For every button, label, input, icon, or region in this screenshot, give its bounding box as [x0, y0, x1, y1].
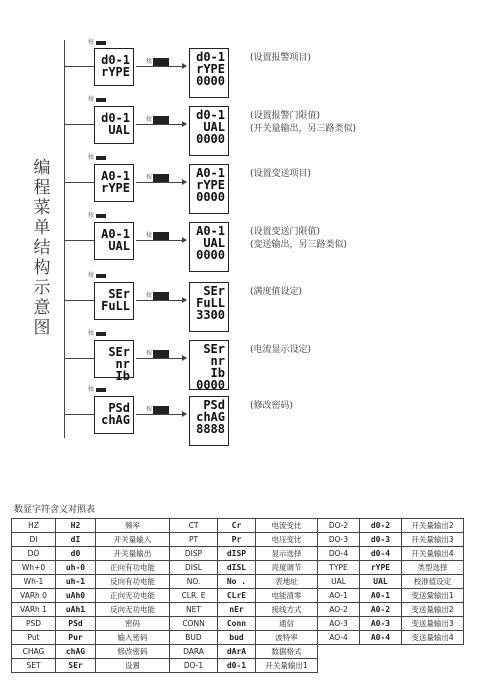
- lcd-line: SEr: [203, 342, 225, 356]
- lcd-line: d0-1: [196, 50, 225, 64]
- table-cell: UAL: [318, 575, 360, 589]
- table-cell: 类型选择: [402, 561, 464, 575]
- lcd-display-menu: [94, 106, 134, 144]
- table-cell: 波特率: [256, 631, 318, 645]
- branch-line: [64, 358, 94, 359]
- menu-step: [64, 386, 474, 460]
- table-cell: H2: [56, 519, 96, 533]
- table-cell: CLR. E: [170, 589, 218, 603]
- description-line: (满度值设定): [250, 287, 303, 297]
- table-cell: [318, 645, 360, 659]
- table-cell: UAL: [360, 575, 402, 589]
- table-cell: A0-4: [360, 631, 402, 645]
- lcd-line: UAL: [108, 123, 130, 137]
- table-cell: AO-1: [318, 589, 360, 603]
- lcd-line: SEr: [203, 284, 225, 298]
- enter-key-hint: [146, 56, 169, 66]
- key-hint: [88, 384, 106, 393]
- lcd-line: rYPE: [101, 181, 130, 195]
- table-cell: Pur: [56, 631, 96, 645]
- lcd-display-value: [189, 164, 229, 214]
- table-row: [12, 547, 464, 561]
- table-row: [12, 603, 464, 617]
- lcd-display-menu: [94, 396, 134, 434]
- description-line: (电流显示设定): [250, 345, 312, 355]
- table-cell: [318, 659, 360, 673]
- table-cell: AO-3: [318, 617, 360, 631]
- enter-key-icon: [153, 116, 169, 124]
- title-char: 意: [33, 298, 51, 318]
- table-cell: SEr: [56, 659, 96, 673]
- lcd-line: A0-1: [101, 227, 130, 241]
- enter-key-hint: [146, 348, 169, 358]
- key-icon: [96, 388, 106, 392]
- lcd-line: 0000: [196, 132, 225, 146]
- lcd-line: 3300: [196, 308, 225, 322]
- table-cell: CT: [170, 519, 218, 533]
- table-cell: 数据格式: [256, 645, 318, 659]
- arrow-line: [136, 240, 186, 241]
- arrow-line: [136, 124, 186, 125]
- enter-key-icon: [153, 232, 169, 240]
- enter-key-label: 按: [146, 58, 153, 65]
- table-cell: 密码: [96, 617, 170, 631]
- enter-key-icon: [153, 58, 169, 66]
- step-description: [250, 226, 347, 252]
- arrow-line: [136, 414, 186, 415]
- key-hint-label: 按: [88, 96, 95, 103]
- title-char: 结: [33, 238, 51, 258]
- lcd-line: PSd: [108, 401, 130, 415]
- enter-key-hint: [146, 290, 169, 300]
- step-description: [250, 286, 302, 299]
- table-cell: Cr: [218, 519, 256, 533]
- key-hint-label: 按: [88, 154, 95, 161]
- table-cell: No .: [218, 575, 256, 589]
- table-cell: PSD: [12, 617, 56, 631]
- table-cell: Wh-1: [12, 575, 56, 589]
- table-cell: DO-1: [170, 659, 218, 673]
- description-line: (设置报警项目): [250, 53, 312, 63]
- table-row: [12, 659, 464, 673]
- table-cell: [402, 659, 464, 673]
- table-cell: DISL: [170, 561, 218, 575]
- table-row: [12, 645, 464, 659]
- table-cell: DO-3: [318, 533, 360, 547]
- table-cell: DARA: [170, 645, 218, 659]
- enter-key-hint: [146, 172, 169, 182]
- lcd-line: A0-1: [196, 224, 225, 238]
- branch-line: [64, 182, 94, 183]
- lcd-line: rYPE: [196, 178, 225, 192]
- branch-line: [64, 124, 94, 125]
- description-line: (开关量输出，另三路类似): [250, 124, 357, 134]
- lcd-line: 8888: [196, 422, 225, 436]
- table-cell: Conn: [218, 617, 256, 631]
- table-row: [12, 519, 464, 533]
- enter-key-icon: [153, 292, 169, 300]
- lcd-line: SEr: [108, 287, 130, 301]
- lcd-display-menu: [94, 282, 134, 320]
- enter-key-hint: [146, 114, 169, 124]
- table-cell: Pr: [218, 533, 256, 547]
- lcd-display-value: [189, 222, 229, 272]
- key-hint-label: 按: [88, 212, 95, 219]
- table-cell: 通信: [256, 617, 318, 631]
- enter-key-label: 按: [146, 406, 153, 413]
- table-cell: AO-4: [318, 631, 360, 645]
- step-description: [250, 168, 311, 181]
- table-cell: 开关量输出1: [256, 659, 318, 673]
- key-icon: [96, 156, 106, 160]
- key-hint: [88, 152, 106, 161]
- lcd-line: rYPE: [101, 65, 130, 79]
- table-cell: 电流变比: [256, 519, 318, 533]
- table-row: [12, 589, 464, 603]
- table-cell: SET: [12, 659, 56, 673]
- lcd-line: 0000: [196, 248, 225, 262]
- key-icon: [96, 332, 106, 336]
- table-cell: d0: [56, 547, 96, 561]
- table-cell: 输入密码: [96, 631, 170, 645]
- table-cell: 变送量输出1: [402, 589, 464, 603]
- lcd-display-menu: [94, 222, 134, 260]
- enter-key-icon: [153, 350, 169, 358]
- enter-key-hint: [146, 404, 169, 414]
- table-cell: 变送量输出2: [402, 603, 464, 617]
- table-cell: A0-3: [360, 617, 402, 631]
- enter-key-label: 按: [146, 292, 153, 299]
- enter-key-label: 按: [146, 350, 153, 357]
- lcd-display-menu: [94, 164, 134, 202]
- table-cell: DO-2: [318, 519, 360, 533]
- table-row: [12, 575, 464, 589]
- table-cell: dISP: [218, 547, 256, 561]
- vertical-title: [30, 158, 54, 338]
- table-cell: AO-2: [318, 603, 360, 617]
- table-cell: PT: [170, 533, 218, 547]
- title-char: 单: [33, 218, 51, 238]
- title-char: 程: [33, 178, 51, 198]
- key-hint-label: 按: [88, 330, 95, 337]
- table-title: 数显字符含义对照表: [14, 505, 96, 515]
- table-cell: dISL: [218, 561, 256, 575]
- lcd-display-value: [189, 340, 229, 390]
- lcd-display-value: [189, 396, 229, 446]
- enter-key-icon: [153, 174, 169, 182]
- table-cell: 设置: [96, 659, 170, 673]
- table-cell: 电压变比: [256, 533, 318, 547]
- table-cell: 开关量输出3: [402, 533, 464, 547]
- table-cell: Wh+0: [12, 561, 56, 575]
- table-cell: 变送量输出4: [402, 631, 464, 645]
- lcd-display-menu: [94, 48, 134, 86]
- enter-key-label: 按: [146, 174, 153, 181]
- table-cell: dArA: [218, 645, 256, 659]
- table-cell: 显示选择: [256, 547, 318, 561]
- step-description: [250, 344, 311, 357]
- table-cell: NET: [170, 603, 218, 617]
- description-line: (设置报警门限值): [250, 111, 321, 121]
- table-row: [12, 533, 464, 547]
- table-cell: 反向无功电能: [96, 603, 170, 617]
- table-row: [12, 561, 464, 575]
- title-char: 图: [33, 318, 51, 338]
- table-cell: 电能清零: [256, 589, 318, 603]
- key-icon: [96, 98, 106, 102]
- arrow-line: [136, 358, 186, 359]
- lcd-line: 0000: [196, 378, 225, 392]
- branch-line: [64, 66, 94, 67]
- table-cell: 正向有功电能: [96, 561, 170, 575]
- title-char: 菜: [33, 198, 51, 218]
- key-icon: [96, 274, 106, 278]
- key-hint-label: 按: [88, 39, 95, 46]
- lcd-line: nr Ib: [115, 357, 130, 383]
- description-line: (变送输出，另三路类似): [250, 240, 348, 250]
- lcd-line: FuLL: [196, 296, 225, 310]
- table-cell: VARh 0: [12, 589, 56, 603]
- lcd-line: A0-1: [101, 169, 130, 183]
- table-cell: BUD: [170, 631, 218, 645]
- table-cell: 开关量输入: [96, 533, 170, 547]
- table-cell: A0-1: [360, 589, 402, 603]
- lcd-line: 0000: [196, 74, 225, 88]
- table-cell: chAG: [56, 645, 96, 659]
- table-cell: CHAG: [12, 645, 56, 659]
- table-cell: [360, 645, 402, 659]
- table-cell: nEr: [218, 603, 256, 617]
- table-cell: DO: [12, 547, 56, 561]
- table-cell: 接线方式: [256, 603, 318, 617]
- branch-line: [64, 414, 94, 415]
- table-cell: 修改密码: [96, 645, 170, 659]
- table-cell: 频率: [96, 519, 170, 533]
- lcd-display-value: [189, 106, 229, 156]
- table-cell: d0-3: [360, 533, 402, 547]
- table-cell: d0-1: [218, 659, 256, 673]
- lcd-line: FuLL: [101, 299, 130, 313]
- table-cell: DI: [12, 533, 56, 547]
- key-hint: [88, 270, 106, 279]
- table-cell: uh-1: [56, 575, 96, 589]
- branch-line: [64, 240, 94, 241]
- table-cell: PSd: [56, 617, 96, 631]
- lcd-line: UAL: [203, 120, 225, 134]
- table-cell: dI: [56, 533, 96, 547]
- lcd-line: chAG: [196, 410, 225, 424]
- table-row: [12, 631, 464, 645]
- lcd-line: nr Ib: [210, 354, 225, 380]
- table-cell: 开关量输出4: [402, 547, 464, 561]
- table-cell: bud: [218, 631, 256, 645]
- step-description: [250, 110, 356, 136]
- table-cell: d0-4: [360, 547, 402, 561]
- table-cell: 反向有功电能: [96, 575, 170, 589]
- enter-key-hint: [146, 230, 169, 240]
- table-cell: 开关量输出: [96, 547, 170, 561]
- table-cell: TYPE: [318, 561, 360, 575]
- lcd-line: UAL: [203, 236, 225, 250]
- lcd-line: rYPE: [196, 62, 225, 76]
- table-cell: CONN: [170, 617, 218, 631]
- lcd-line: A0-1: [196, 166, 225, 180]
- branch-line: [64, 300, 94, 301]
- table-cell: rYPE: [360, 561, 402, 575]
- key-hint: [88, 37, 106, 46]
- table-cell: [402, 645, 464, 659]
- lcd-line: UAL: [108, 239, 130, 253]
- table-cell: 正向无功电能: [96, 589, 170, 603]
- table-cell: uh-0: [56, 561, 96, 575]
- lcd-line: SEr: [108, 345, 130, 359]
- description-line: (设置变送门限值): [250, 227, 321, 237]
- arrow-line: [136, 300, 186, 301]
- description-line: (设置变送项目): [250, 169, 312, 179]
- lcd-line: 0000: [196, 190, 225, 204]
- table-cell: 表地址: [256, 575, 318, 589]
- lcd-display-value: [189, 282, 229, 332]
- title-char: 构: [33, 258, 51, 278]
- lcd-line: PSd: [203, 398, 225, 412]
- table-cell: CLrE: [218, 589, 256, 603]
- key-hint: [88, 210, 106, 219]
- enter-key-icon: [153, 406, 169, 414]
- table-cell: d0-2: [360, 519, 402, 533]
- table-row: [12, 617, 464, 631]
- title-char: 编: [33, 158, 51, 178]
- lcd-line: d0-1: [101, 111, 130, 125]
- character-map-table: [11, 518, 464, 673]
- key-hint-label: 按: [88, 272, 95, 279]
- lcd-line: d0-1: [101, 53, 130, 67]
- table-cell: 校准值设定: [402, 575, 464, 589]
- table-cell: uAh0: [56, 589, 96, 603]
- key-hint: [88, 328, 106, 337]
- lcd-line: d0-1: [196, 108, 225, 122]
- table-cell: uAh1: [56, 603, 96, 617]
- step-description: [250, 400, 293, 413]
- lcd-display-menu: [94, 340, 134, 383]
- table-cell: VARh 1: [12, 603, 56, 617]
- arrow-line: [136, 66, 186, 67]
- enter-key-label: 按: [146, 232, 153, 239]
- arrow-line: [136, 182, 186, 183]
- table-cell: Put: [12, 631, 56, 645]
- description-line: (修改密码): [250, 401, 294, 411]
- step-description: [250, 52, 311, 65]
- lcd-display-value: [189, 48, 229, 98]
- table-cell: A0-2: [360, 603, 402, 617]
- table-cell: DISP: [170, 547, 218, 561]
- table-cell: NO.: [170, 575, 218, 589]
- table-cell: 变送量输出3: [402, 617, 464, 631]
- key-icon: [96, 214, 106, 218]
- key-icon: [96, 41, 106, 45]
- table-cell: HZ: [12, 519, 56, 533]
- table-cell: 亮度调节: [256, 561, 318, 575]
- table-cell: 开关量输出2: [402, 519, 464, 533]
- enter-key-label: 按: [146, 116, 153, 123]
- key-hint: [88, 94, 106, 103]
- key-hint-label: 按: [88, 386, 95, 393]
- lcd-line: chAG: [101, 413, 130, 427]
- table-cell: DO-4: [318, 547, 360, 561]
- table-cell: [360, 659, 402, 673]
- title-char: 示: [33, 278, 51, 298]
